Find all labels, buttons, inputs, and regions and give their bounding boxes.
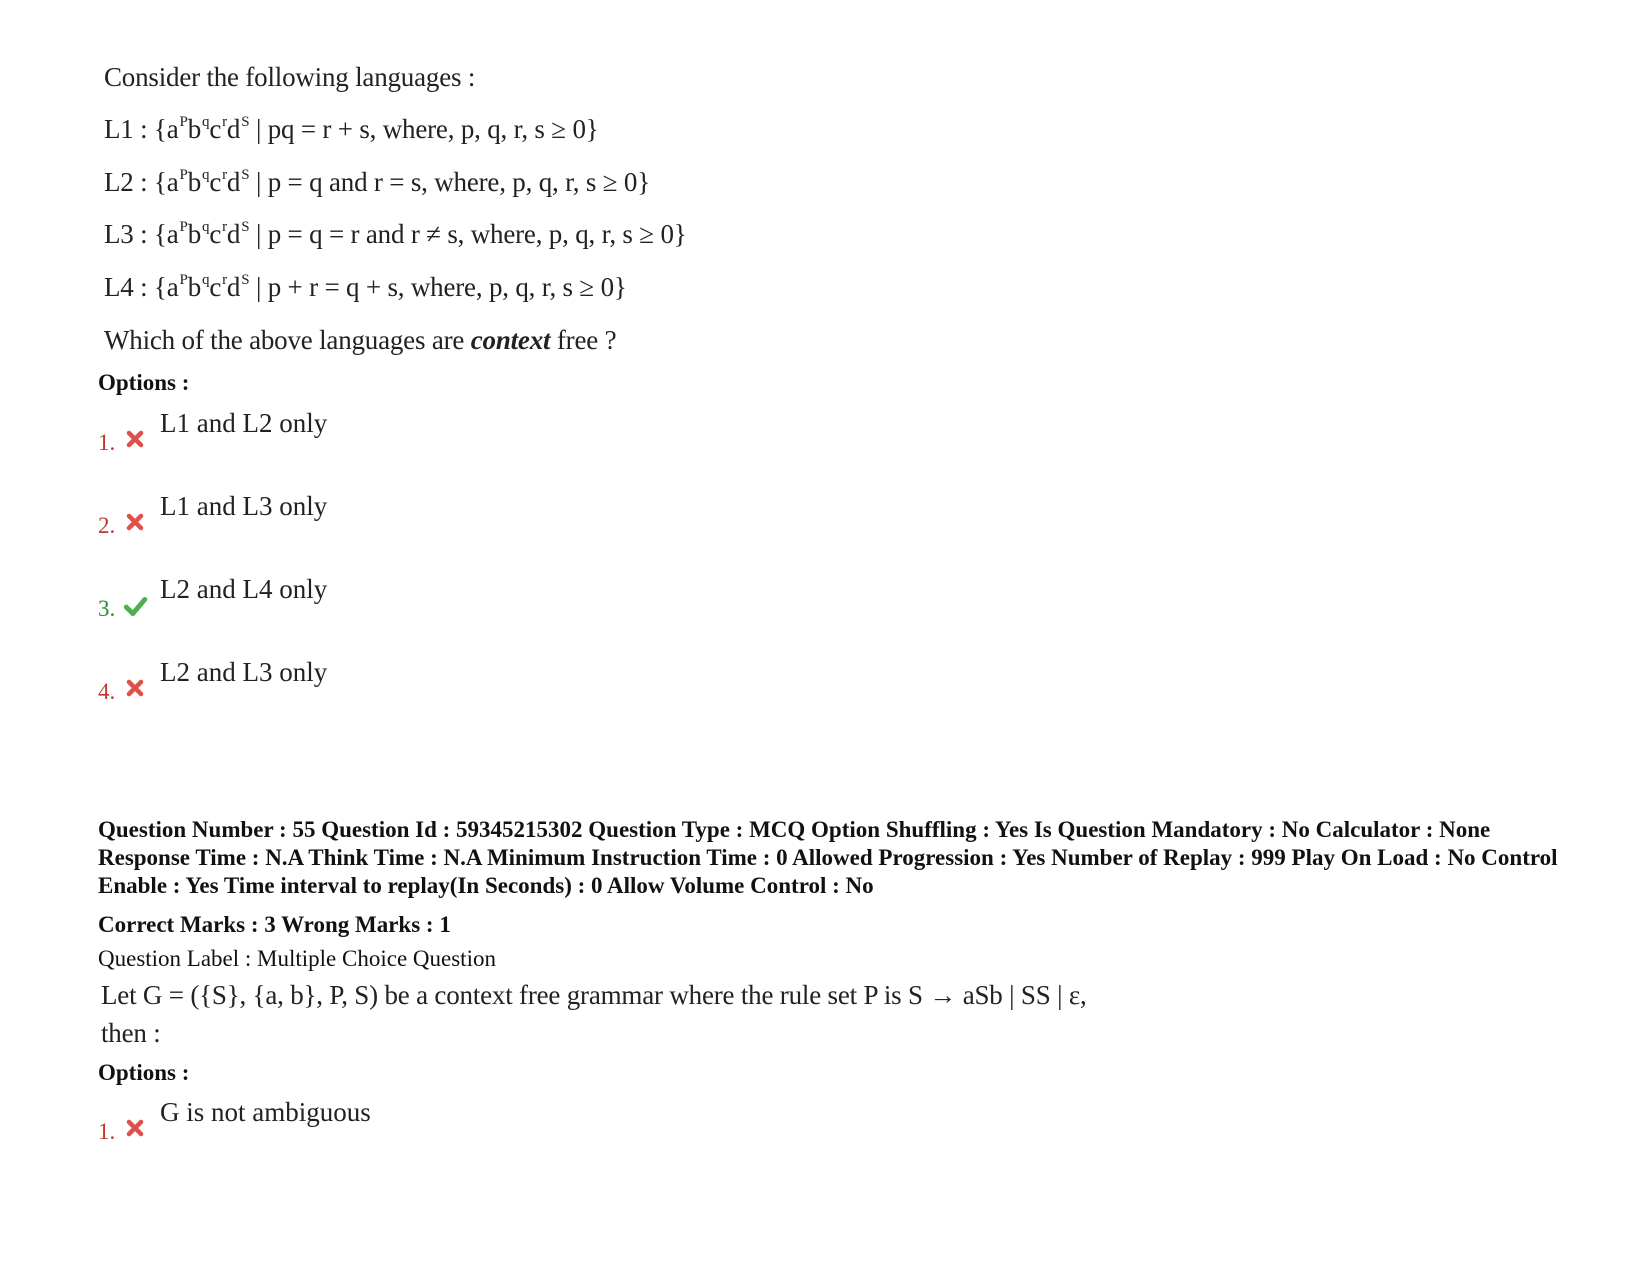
cross-icon (124, 1117, 146, 1139)
language-l4: L4 : {$a^Pb^qc^rd^S$ | p + r = q + s, where, p, q, r, s ≥ 0} (104, 272, 627, 302)
q54-options-heading: Options : (98, 370, 190, 395)
cross-icon (124, 511, 146, 533)
cross-icon (124, 677, 146, 699)
language-l1: L1 : {$a^Pb^qc^rd^S$ | pq = r + s, where, p, q, r, s ≥ 0} (104, 114, 599, 144)
emphasis-context: context (470, 325, 551, 355)
option-number: 1. (98, 1119, 116, 1144)
language-l3: L3 : {$a^Pb^qc^rd^S$ | p = q = r and r ≠ s, where, p, q, r, s ≥ 0} (104, 219, 687, 249)
language-l2: L2 : {$a^Pb^qc^rd^S$ | p = q and r = s, where, p, q, r, s ≥ 0} (104, 167, 650, 197)
q55-options-heading: Options : (98, 1060, 190, 1085)
q55-marks: Correct Marks : 3 Wrong Marks : 1 (98, 912, 451, 937)
option-number: 3. (98, 596, 116, 621)
option-text: L2 and L4 only (160, 574, 328, 604)
q54-intro: Consider the following languages : (104, 62, 476, 92)
option-number: 1. (98, 430, 116, 455)
q55-label: Question Label : Multiple Choice Question (98, 946, 496, 971)
q55-meta: Question Number : 55 Question Id : 59345215302 Question Type : MCQ Option Shuffling : Yes Is Question Mandatory : No Calculator : None Response Time : N.A Think Time : N.A Minimum Instruction Time : 0 Allowed Progression : Yes Number of Replay : 999 Play On Load : No Control Enable : Yes Time interval to replay(In Seconds) : 0 Allow Volume Control : No (98, 817, 1558, 898)
q55-stem-line1: Let G = ({S}, {a, b}, P, S) be a context free grammar where the rule set P is S → aSb | SS | ε, (101, 980, 1087, 1010)
option-text: G is not ambiguous (160, 1097, 371, 1127)
option-text: L1 and L3 only (160, 491, 328, 521)
q55-stem-line2: then : (101, 1018, 161, 1048)
q54-question: Which of the above languages are context free ? (104, 325, 617, 355)
option-text: L2 and L3 only (160, 657, 328, 687)
option-text: L1 and L2 only (160, 408, 328, 438)
option-number: 4. (98, 679, 116, 704)
option-number: 2. (98, 513, 116, 538)
check-icon (122, 594, 148, 618)
cross-icon (124, 428, 146, 450)
